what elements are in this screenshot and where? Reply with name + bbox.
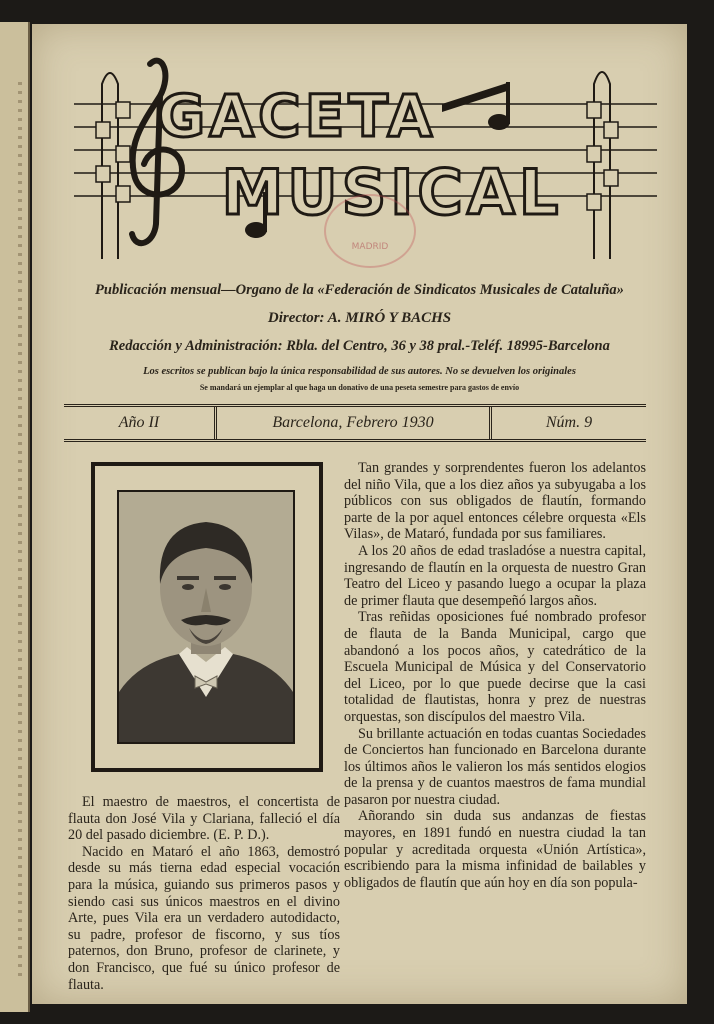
- article-paragraph: Tan grandes y sorprendentes fueron los adelantos del niño Vila, que a los diez años ya subyugaba a los públicos con sus obligados de flautín, formando parte de la por aquel entonces célebre orquesta «Els Vilas», de Mataró, fundada por sus familiares.: [344, 460, 646, 543]
- article-left-column: [68, 794, 340, 993]
- article-paragraph: Su brillante actuación en todas cuantas Sociedades de Conciertos han funcionado en Barcelona durante los últimos años le valieron los más sentidos elogios de la prensa y de cuantos maestros de fama mundial pasaron por nuestra ciudad.: [344, 725, 646, 808]
- article-paragraph: A los 20 años de edad trasladóse a nuestra capital, ingresando de flautín en la orquesta de nuestro Gran Teatro del Liceo y pasando luego a ocupar la plaza de primer flauta que desempeñó largos años.: [344, 542, 646, 609]
- issue-place-date: Barcelona, Febrero 1930: [217, 407, 492, 439]
- masthead-title-top: GACETA: [157, 82, 437, 150]
- library-stamp-text: MADRID: [351, 242, 389, 252]
- obituary-frame: [91, 462, 323, 772]
- article-paragraph: Añorando sin duda sus andanzas de fiestas mayores, en 1891 fundó en nuestra ciudad la tan popular y acreditada orquesta «Unión Artística», escribiendo para la misma infinidad de bailables y obligados de flautín que aún hoy en día son popula-: [344, 808, 646, 891]
- issue-number: Núm. 9: [545, 414, 593, 431]
- portrait-photo: [117, 490, 295, 744]
- left-page-edge: [0, 22, 30, 1012]
- article-right-column: [344, 460, 646, 891]
- magazine-page: [32, 24, 687, 1004]
- article-paragraph: El maestro de maestros, el concertista de flauta don José Vila y Clariana, falleció el día 20 del pasado diciembre. (E. P. D.).: [68, 794, 340, 844]
- issue-info-bar: [64, 404, 646, 442]
- responsibility-notice: Los escritos se publican bajo la única responsabilidad de sus autores. No se devuelven los originales: [143, 366, 576, 377]
- article-paragraph: Tras reñidas oposiciones fué nombrado profesor de flauta de la Banda Municipal, cargo que abandonó a los pocos años, y catedrático de la Escuela Municipal de Música y del Conservatorio del Liceo, por lo que puede decirse que la casi totalidad de flautistas, honra y prez de nuestras orquestas, son discípulos del maestro Vila.: [344, 609, 646, 725]
- address-line: Redacción y Administración: Rbla. del Centro, 36 y 38 pral.-Teléf. 18995-Barcelona: [109, 338, 610, 354]
- masthead: [32, 24, 687, 274]
- donation-notice: Se mandará un ejemplar al que haga un donativo de una peseta semestre para gastos de envío: [199, 383, 520, 392]
- library-stamp: [324, 194, 416, 268]
- issue-year: Año II: [64, 407, 217, 439]
- article-paragraph: Nacido en Mataró el año 1863, demostró desde su más tierna edad especial vocación para la música, guiando sus primeros pasos y siendo casi sus únicos maestros en el divino Arte, pues Vila era un verdadero autodidacto, su padre, profesor de fiscorno, y sus tíos paternos, don Bruno, profesor de clarinete, y don Francisco, que fué su único profesor de flauta.: [68, 843, 340, 993]
- publication-subtitle: Publicación mensual—Organo de la «Federación de Sindicatos Musicales de Cataluña»: [95, 282, 624, 298]
- masthead-title-bottom: MUSICAL: [221, 156, 563, 229]
- director-line: Director: A. MIRÓ Y BACHS: [267, 310, 452, 326]
